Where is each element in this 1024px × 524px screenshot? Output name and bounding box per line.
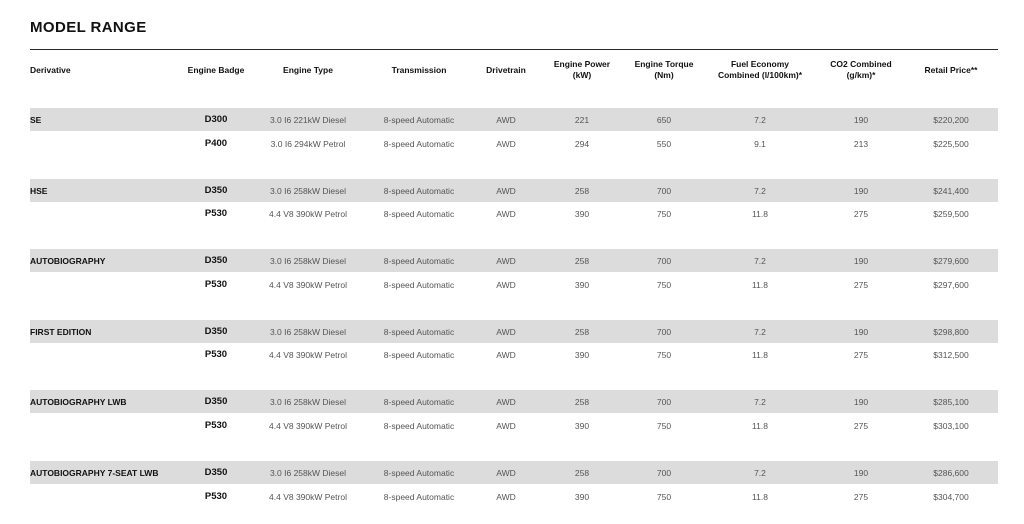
retail-price-cell: $286,600 [933,467,969,478]
engine-torque-cell: 750 [656,208,672,219]
drivetrain-cell: AWD [496,326,516,337]
engine-type-cell: 3.0 I6 258kW Diesel [269,396,347,407]
engine-power-cell: 221 [574,114,590,125]
transmission-cell: 8-speed Automatic [383,491,455,502]
header-rule [30,49,998,50]
engine-torque-cell: 700 [656,326,672,337]
fuel-economy-cell: 11.8 [752,420,768,431]
co2-cell: 275 [853,420,869,431]
engine-type-cell: 4.4 V8 390kW Petrol [269,491,347,502]
retail-price-cell: $303,100 [933,420,969,431]
derivative-cell [30,414,180,437]
engine-type-cell: 3.0 I6 258kW Diesel [269,185,347,196]
table-row [30,202,998,225]
engine-badge-cell: P530 [204,208,228,219]
derivative-cell [30,202,180,225]
engine-type-cell: 3.0 I6 258kW Diesel [269,467,347,478]
engine-badge-cell: P530 [204,279,228,290]
column-header-co2: CO2 Combined (g/km)* [830,59,892,80]
retail-price-cell: $312,500 [933,349,969,360]
co2-cell: 190 [853,185,869,196]
engine-torque-cell: 650 [656,114,672,125]
table-row [30,390,998,413]
engine-power-cell: 390 [574,279,590,290]
co2-cell: 190 [853,326,869,337]
transmission-cell: 8-speed Automatic [383,138,455,149]
table-row [30,249,998,272]
fuel-economy-cell: 11.8 [752,349,768,360]
table-row [30,132,998,155]
engine-torque-cell: 750 [656,491,672,502]
column-header-drivetrain: Drivetrain [486,64,526,75]
column-header-engine-torque: Engine Torque (Nm) [634,59,694,80]
engine-type-cell: 4.4 V8 390kW Petrol [269,349,347,360]
engine-power-cell: 258 [574,326,590,337]
drivetrain-cell: AWD [496,349,516,360]
engine-power-cell: 390 [574,349,590,360]
fuel-economy-cell: 7.2 [754,396,766,407]
drivetrain-cell: AWD [496,279,516,290]
drivetrain-cell: AWD [496,208,516,219]
transmission-cell: 8-speed Automatic [383,349,455,360]
engine-badge-cell: P400 [204,138,228,149]
co2-cell: 190 [853,255,869,266]
engine-badge-cell: D350 [204,255,228,266]
engine-power-cell: 258 [574,185,590,196]
engine-type-cell: 3.0 I6 294kW Petrol [270,138,346,149]
engine-torque-cell: 550 [656,138,672,149]
transmission-cell: 8-speed Automatic [383,185,455,196]
engine-torque-cell: 700 [656,467,672,478]
column-header-transmission: Transmission [391,64,447,75]
column-header-engine-badge: Engine Badge [187,64,245,75]
engine-power-cell: 390 [574,420,590,431]
co2-cell: 213 [853,138,869,149]
co2-cell: 190 [853,467,869,478]
table-row [30,320,998,343]
drivetrain-cell: AWD [496,396,516,407]
engine-badge-cell: D300 [204,114,228,125]
co2-cell: 275 [853,279,869,290]
fuel-economy-cell: 11.8 [752,491,768,502]
column-header-engine-type: Engine Type [283,64,333,75]
transmission-cell: 8-speed Automatic [383,279,455,290]
engine-torque-cell: 750 [656,279,672,290]
drivetrain-cell: AWD [496,467,516,478]
retail-price-cell: $259,500 [933,208,969,219]
drivetrain-cell: AWD [496,420,516,431]
table-row [30,461,998,484]
derivative-cell: HSE [30,185,48,196]
engine-power-cell: 258 [574,396,590,407]
fuel-economy-cell: 7.2 [754,114,766,125]
transmission-cell: 8-speed Automatic [383,114,455,125]
engine-type-cell: 3.0 I6 258kW Diesel [269,255,347,266]
engine-badge-cell: D350 [204,467,228,478]
retail-price-cell: $285,100 [933,396,969,407]
engine-type-cell: 4.4 V8 390kW Petrol [269,420,347,431]
retail-price-cell: $298,800 [933,326,969,337]
engine-badge-cell: D350 [204,326,228,337]
table-row [30,108,998,131]
co2-cell: 275 [853,349,869,360]
drivetrain-cell: AWD [496,491,516,502]
drivetrain-cell: AWD [496,185,516,196]
derivative-cell [30,132,180,155]
retail-price-cell: $297,600 [933,279,969,290]
transmission-cell: 8-speed Automatic [383,396,455,407]
table-row [30,273,998,296]
page-title: MODEL RANGE [30,19,147,36]
engine-type-cell: 3.0 I6 221kW Diesel [269,114,347,125]
table-row [30,414,998,437]
transmission-cell: 8-speed Automatic [383,255,455,266]
derivative-cell: AUTOBIOGRAPHY LWB [30,396,127,407]
transmission-cell: 8-speed Automatic [383,467,455,478]
transmission-cell: 8-speed Automatic [383,420,455,431]
fuel-economy-cell: 7.2 [754,255,766,266]
fuel-economy-cell: 9.1 [754,138,766,149]
transmission-cell: 8-speed Automatic [383,326,455,337]
co2-cell: 190 [853,114,869,125]
engine-power-cell: 258 [574,255,590,266]
engine-torque-cell: 750 [656,420,672,431]
engine-badge-cell: P530 [204,491,228,502]
fuel-economy-cell: 11.8 [752,208,768,219]
engine-type-cell: 3.0 I6 258kW Diesel [269,326,347,337]
engine-torque-cell: 700 [656,185,672,196]
derivative-cell: FIRST EDITION [30,326,92,337]
table-row [30,179,998,202]
derivative-cell [30,273,180,296]
drivetrain-cell: AWD [496,138,516,149]
fuel-economy-cell: 7.2 [754,326,766,337]
co2-cell: 275 [853,208,869,219]
engine-type-cell: 4.4 V8 390kW Petrol [269,279,347,290]
derivative-cell: SE [30,114,42,125]
table-row [30,485,998,508]
engine-power-cell: 294 [574,138,590,149]
derivative-cell: AUTOBIOGRAPHY [30,255,106,266]
fuel-economy-cell: 7.2 [754,185,766,196]
engine-type-cell: 4.4 V8 390kW Petrol [269,208,347,219]
engine-badge-cell: D350 [204,396,228,407]
engine-badge-cell: D350 [204,185,228,196]
fuel-economy-cell: 11.8 [752,279,768,290]
engine-power-cell: 390 [574,208,590,219]
retail-price-cell: $304,700 [933,491,969,502]
retail-price-cell: $220,200 [933,114,969,125]
derivative-cell [30,343,180,366]
column-header-fuel-economy: Fuel Economy Combined (l/100km)* [717,59,803,80]
engine-power-cell: 390 [574,491,590,502]
engine-power-cell: 258 [574,467,590,478]
column-header-retail-price: Retail Price** [924,64,978,75]
column-header-engine-power: Engine Power (kW) [553,59,611,80]
column-header-derivative: Derivative [30,64,71,75]
drivetrain-cell: AWD [496,255,516,266]
derivative-cell: AUTOBIOGRAPHY 7-SEAT LWB [30,467,159,478]
retail-price-cell: $241,400 [933,185,969,196]
table-row [30,343,998,366]
fuel-economy-cell: 7.2 [754,467,766,478]
retail-price-cell: $279,600 [933,255,969,266]
engine-torque-cell: 700 [656,255,672,266]
drivetrain-cell: AWD [496,114,516,125]
derivative-cell [30,485,180,508]
retail-price-cell: $225,500 [933,138,969,149]
engine-torque-cell: 700 [656,396,672,407]
engine-badge-cell: P530 [204,420,228,431]
transmission-cell: 8-speed Automatic [383,208,455,219]
engine-torque-cell: 750 [656,349,672,360]
co2-cell: 275 [853,491,869,502]
co2-cell: 190 [853,396,869,407]
engine-badge-cell: P530 [204,349,228,360]
table-header [30,56,998,84]
